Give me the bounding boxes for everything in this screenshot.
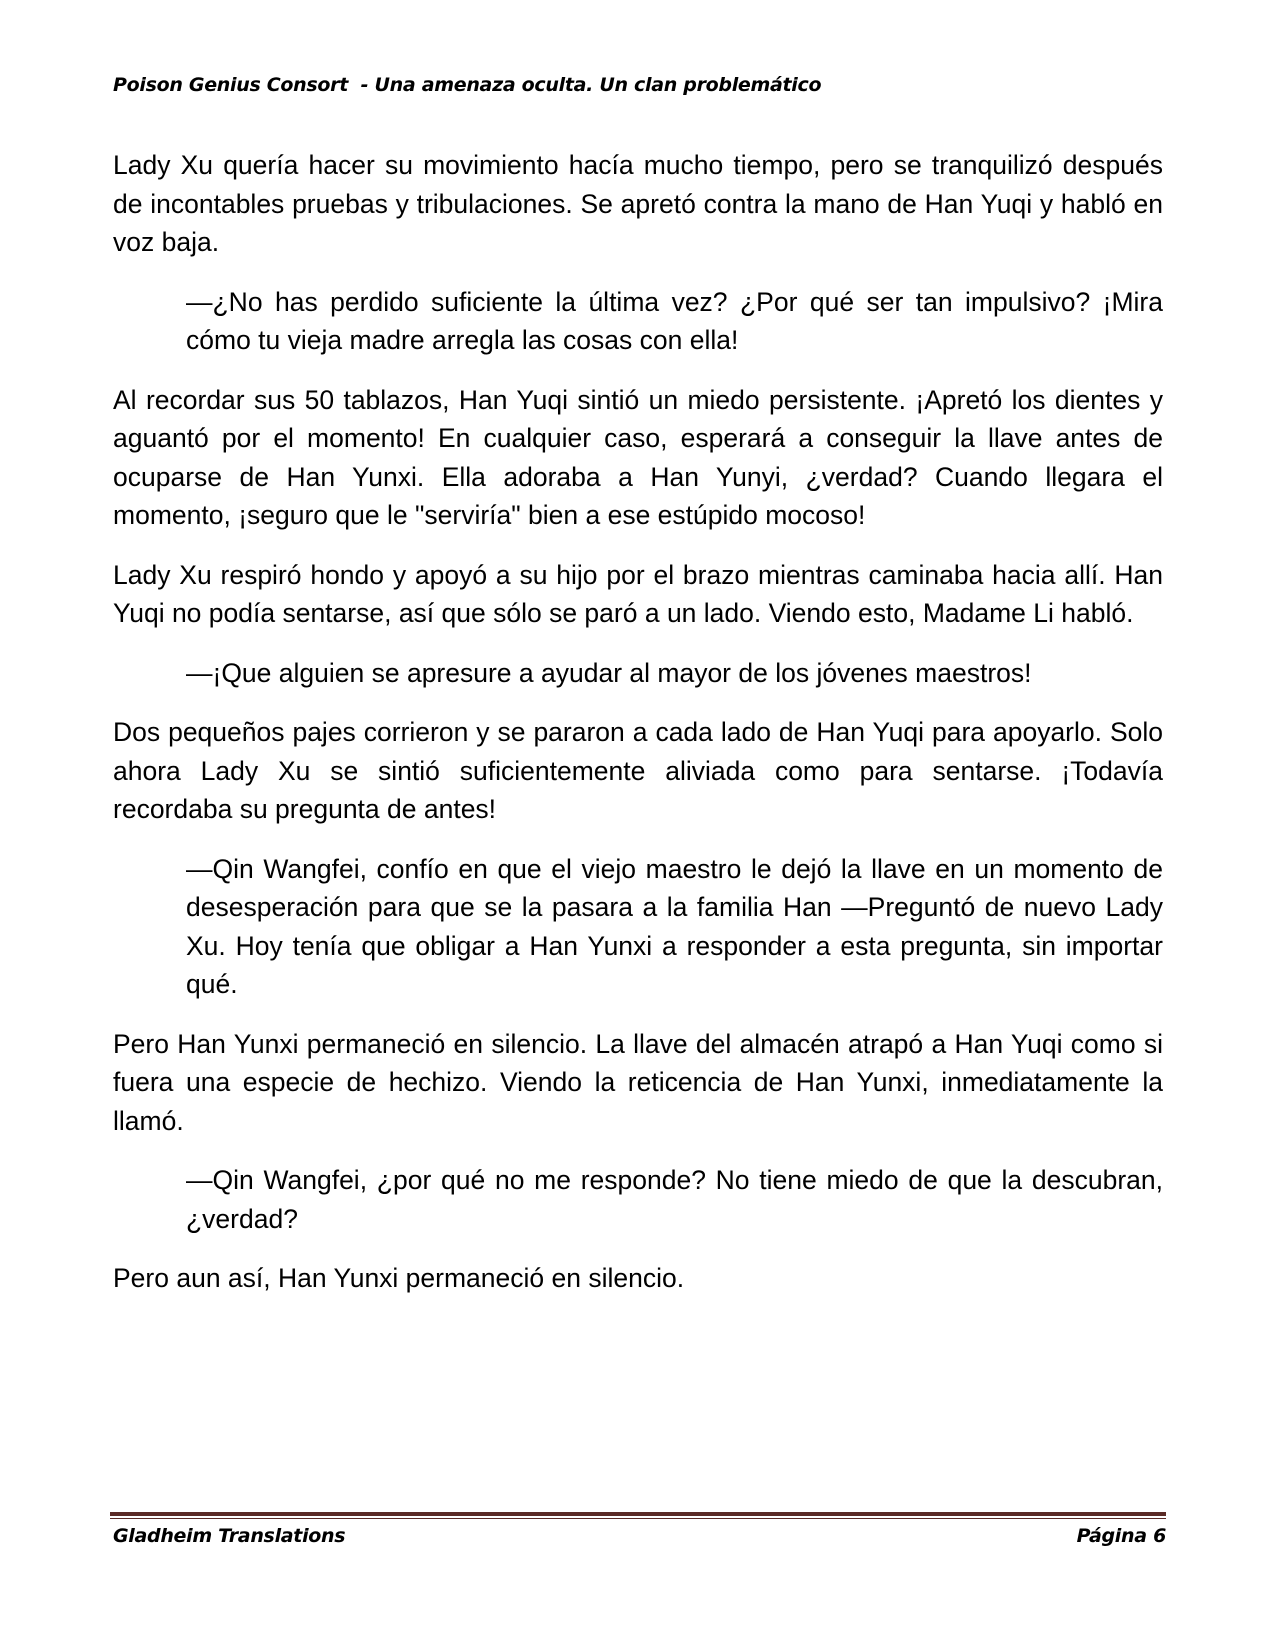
document-body [113,146,1163,1319]
paragraph: Pero Han Yunxi permaneció en silencio. La llave del almacén atrapó a Han Yuqi como si fuera una especie de hechizo. Viendo la reticencia de Han Yunxi, inmediatamente la llamó. [113,1028,1163,1136]
footer-divider [110,1512,1166,1519]
footer-publisher: Gladheim Translations [113,1525,346,1547]
dialogue-paragraph: —¿No has perdido suficiente la última vez? ¿Por qué ser tan impulsivo? ¡Mira cómo tu vieja madre arregla las cosas con ella! [186,286,1163,355]
paragraph: Lady Xu respiró hondo y apoyó a su hijo por el brazo mientras caminaba hacia allí. Han Yuqi no podía sentarse, así que sólo se paró a un lado. Viendo esto, Madame Li habló. [113,559,1163,628]
dialogue-paragraph: —Qin Wangfei, ¿por qué no me responde? No tiene miedo de que la descubran, ¿verdad? [186,1165,1163,1234]
page-header-title: Poison Genius Consort - Una amenaza oculta. Un clan problemático [113,74,822,96]
paragraph: Lady Xu quería hacer su movimiento hacía mucho tiempo, pero se tranquilizó después de incontables pruebas y tribulaciones. Se apretó contra la mano de Han Yuqi y habló en voz baja. [113,150,1163,257]
dialogue-paragraph: —Qin Wangfei, confío en que el viejo maestro le dejó la llave en un momento de desesperación para que se la pasara a la familia Han —Preguntó de nuevo Lady Xu. Hoy tenía que obligar a Han Yunxi a responder a esta pregunta, sin importar qué. [186,853,1163,999]
footer-divider-thin [110,1518,1166,1519]
footer-divider-thick [110,1512,1166,1516]
footer-page-number: Página 6 [1076,1525,1166,1547]
paragraph: Dos pequeños pajes corrieron y se pararon a cada lado de Han Yuqi para apoyarlo. Solo ahora Lady Xu se sintió suficientemente aliviada como para sentarse. ¡Todavía recordaba su pregunta de antes! [113,717,1163,824]
paragraph: Pero aun así, Han Yunxi permaneció en silencio. [113,1263,685,1293]
dialogue-paragraph: —¡Que alguien se apresure a ayudar al mayor de los jóvenes maestros! [186,657,1032,688]
paragraph: Al recordar sus 50 tablazos, Han Yuqi sintió un miedo persistente. ¡Apretó los dientes y aguantó por el momento! En cualquier caso, esperará a conseguir la llave antes de ocuparse de Han Yunxi. Ella adoraba a Han Yunyi, ¿verdad? Cuando llegara el momento, ¡seguro que le "serviría" bien a ese estúpido mocoso! [113,384,1163,530]
